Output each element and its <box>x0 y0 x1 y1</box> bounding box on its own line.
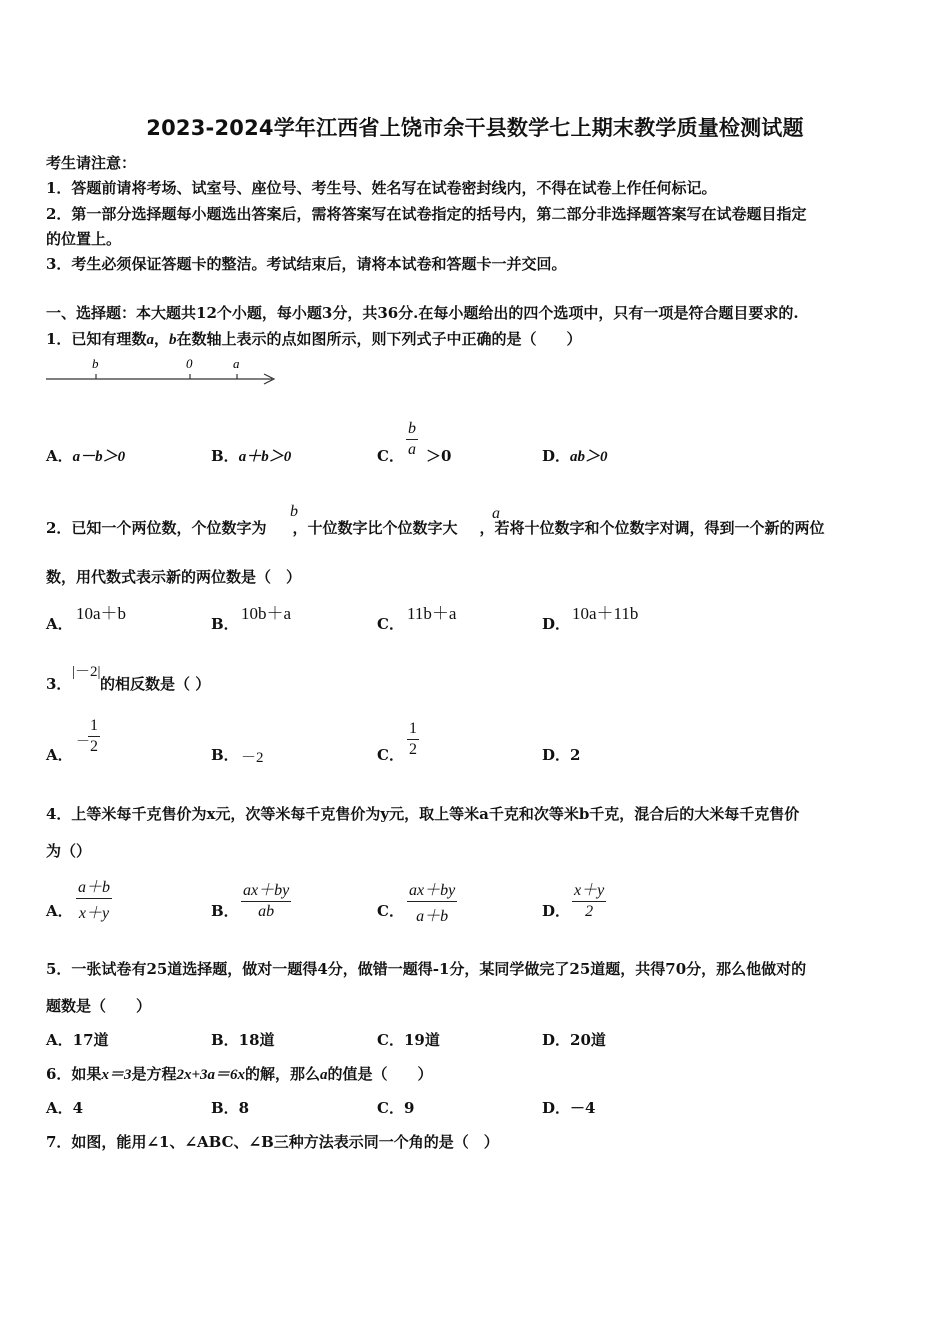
q1-option-a[interactable] <box>46 445 125 466</box>
q4-option-c-fraction[interactable] <box>407 877 457 926</box>
q5-option-c[interactable]: C．19道 <box>377 1031 440 1049</box>
q1-option-d-label: D． <box>542 447 571 465</box>
q4-a-numerator: a＋b <box>78 879 111 896</box>
q5-option-a[interactable]: A．17道 <box>46 1031 109 1049</box>
question-1 <box>46 328 581 349</box>
q4-option-a-label[interactable]: A． <box>46 902 73 920</box>
q2-text-c: ，若将十位数字和个位数字对调，得到一个新的两位 <box>479 519 825 537</box>
q1-option-d-text: ab＞0 <box>570 449 608 465</box>
fraction-bar <box>572 901 606 902</box>
q2-option-a[interactable]: 10a＋b <box>76 604 127 623</box>
q4-option-d-label[interactable]: D． <box>542 902 571 920</box>
q1-text-a: 1．已知有理数 <box>46 330 147 348</box>
number-line-figure <box>44 352 284 392</box>
fraction-bar <box>88 736 100 737</box>
q4-c-numerator: ax＋by <box>409 882 456 899</box>
q3-option-b[interactable]: －2 <box>241 750 264 766</box>
q1-text-b: 在数轴上表示的点如图所示，则下列式子中正确的是（ ） <box>176 330 582 348</box>
q3-option-d[interactable] <box>542 744 580 765</box>
q3-option-a-fraction[interactable] <box>88 717 100 756</box>
q1-c-numerator: b <box>408 420 416 437</box>
axis-label-b: b <box>92 356 99 371</box>
q4-d-numerator: x＋y <box>574 882 605 899</box>
notice-item-1: 1．答题前请将考场、试室号、座位号、考生号、姓名写在试卷密封线内，不得在试卷上作任何标记。 <box>46 179 717 197</box>
q1-var-a: a <box>146 332 154 348</box>
q6-text-b: 是方程 <box>131 1065 177 1083</box>
q6-option-d[interactable]: D．－4 <box>542 1099 596 1117</box>
q2-var-b: b <box>290 503 298 520</box>
question-3-number: 3． <box>46 675 72 693</box>
q1-option-a-label: A． <box>46 447 73 465</box>
q3-option-b-label[interactable]: B． <box>211 746 239 764</box>
q5-option-b[interactable]: B．18道 <box>211 1031 275 1049</box>
q3-option-c-label[interactable]: C． <box>377 746 404 764</box>
q3-c-denominator: 2 <box>409 741 417 758</box>
q3-option-d-text: 2 <box>570 746 581 764</box>
q4-d-denominator: 2 <box>585 903 594 920</box>
q6-text-d: 的值是（ ） <box>327 1065 433 1083</box>
fraction-bar <box>241 901 291 902</box>
question-5-line-1: 5．一张试卷有25道选择题，做对一题得4分，做错一题得-1分，某同学做完了25道题，共得70分，那么他做对的 <box>46 960 807 978</box>
notice-item-2-cont: 的位置上。 <box>46 230 122 248</box>
q3-option-a-label[interactable]: A． <box>46 746 73 764</box>
q3-c-numerator: 1 <box>409 720 417 737</box>
q4-option-b-fraction[interactable] <box>241 877 291 921</box>
q6-option-a[interactable]: A．4 <box>46 1099 84 1117</box>
q4-option-c-label[interactable]: C． <box>377 902 404 920</box>
q6-option-b[interactable]: B．8 <box>211 1099 250 1117</box>
q2-option-d[interactable]: 10a＋11b <box>572 604 639 623</box>
question-5-line-2: 题数是（ ） <box>46 997 152 1015</box>
question-2-line-2: 数，用代数式表示新的两位数是（ ） <box>46 568 302 586</box>
fraction-bar <box>407 739 419 740</box>
q2-text-b: ，十位数字比个位数字大 <box>292 519 458 537</box>
q3-option-c-fraction[interactable] <box>407 720 419 759</box>
q1-c-denominator: a <box>408 441 416 458</box>
q6-text-c: 的解，那么 <box>245 1065 321 1083</box>
fraction-bar <box>76 898 112 899</box>
notice-item-3: 3．考生必须保证答题卡的整洁。考试结束后，请将本试卷和答题卡一并交回。 <box>46 255 567 273</box>
q2-option-b[interactable]: 10b＋a <box>241 604 292 623</box>
q1-option-c-rest: ＞0 <box>426 447 452 465</box>
q2-var-a: a <box>492 505 500 522</box>
q1-option-b-label: B． <box>211 447 239 465</box>
q4-option-b-label[interactable]: B． <box>211 902 239 920</box>
q3-option-d-label: D． <box>542 746 571 764</box>
fraction-bar <box>406 439 418 440</box>
question-4-line-1: 4．上等米每千克售价为x元，次等米每千克售价为y元，取上等米a千克和次等米b千克，混合后的大米每千克售价 <box>46 805 800 823</box>
q1-option-b-text: a＋b＞0 <box>238 449 292 465</box>
q1-sep: ， <box>153 330 169 348</box>
section-heading: 一、选择题：本大题共12个小题，每小题3分，共36分.在每小题给出的四个选项中，只有一项是符合题目要求的. <box>46 304 799 322</box>
q1-option-d[interactable] <box>542 445 608 466</box>
q2-option-c[interactable]: 11b＋a <box>407 604 457 623</box>
q4-b-numerator: ax＋by <box>243 882 290 899</box>
q2-option-c-label[interactable]: C． <box>377 615 404 633</box>
q1-option-b[interactable] <box>211 445 291 466</box>
q1-option-a-text: a－b＞0 <box>72 449 126 465</box>
question-4-line-2: 为（） <box>46 842 92 860</box>
fraction-bar <box>407 901 457 902</box>
q3-option-a-sign: － <box>76 735 90 750</box>
q6-var-a: a <box>320 1067 328 1083</box>
question-3-text: 的相反数是（ ） <box>100 675 211 693</box>
q6-equation-2: 2x+3a＝6x <box>176 1067 246 1083</box>
q3-a-denominator: 2 <box>90 738 98 755</box>
question-7: 7．如图，能用∠1、∠ABC、∠B三种方法表示同一个角的是（ ） <box>46 1133 499 1151</box>
notice-heading: 考生请注意： <box>46 154 137 172</box>
q5-option-d[interactable]: D．20道 <box>542 1031 606 1049</box>
q6-equation-1: x＝3 <box>101 1067 132 1083</box>
q4-b-denominator: ab <box>258 903 275 920</box>
q2-option-d-label[interactable]: D． <box>542 615 571 633</box>
q2-option-a-label[interactable]: A． <box>46 615 73 633</box>
q3-a-numerator: 1 <box>90 717 98 734</box>
q1-option-c-label[interactable]: C． <box>377 447 404 465</box>
q2-option-b-label[interactable]: B． <box>211 615 239 633</box>
q6-text-a: 6．如果 <box>46 1065 102 1083</box>
axis-label-zero: 0 <box>186 356 193 371</box>
q4-c-denominator: a＋b <box>416 908 449 925</box>
q4-option-d-fraction[interactable] <box>572 877 606 921</box>
q4-option-a-fraction[interactable] <box>76 874 112 923</box>
question-6 <box>46 1063 433 1084</box>
q3-abs-value: |－2| <box>72 664 101 680</box>
q2-text-a: 2．已知一个两位数，个位数字为 <box>46 519 267 537</box>
page-title: 2023-2024学年江西省上饶市余干县数学七上期末教学质量检测试题 <box>146 116 804 140</box>
q6-option-c[interactable]: C．9 <box>377 1099 415 1117</box>
q1-option-c-fraction <box>406 420 418 459</box>
notice-item-2: 2．第一部分选择题每小题选出答案后，需将答案写在试卷指定的括号内，第二部分非选择题答案写在试卷题目指定 <box>46 205 807 223</box>
q4-a-denominator: x＋y <box>78 905 110 922</box>
question-2-line-1 <box>46 517 824 538</box>
q1-var-b: b <box>168 332 177 348</box>
axis-label-a: a <box>233 356 240 371</box>
